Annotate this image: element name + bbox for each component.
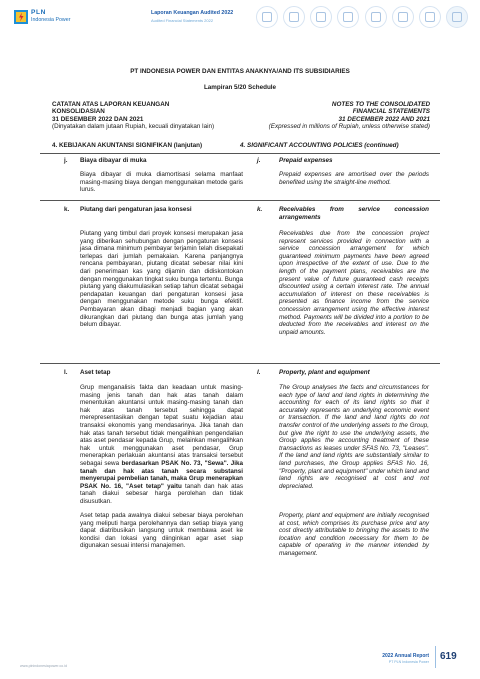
paragraph: Biaya dibayar di muka diamortisasi selama manfaat masing-masing biaya dengan menggunakan metode garis lurus. <box>80 171 243 194</box>
paragraph: Prepaid expenses are amortised over the periods benefited using the straight-line method. <box>279 171 429 186</box>
section-title: Biaya dibayar di muka <box>80 157 147 164</box>
paragraph <box>80 384 243 506</box>
section-nav <box>256 6 468 30</box>
left-head-line: 31 DESEMBER 2022 DAN 2021 <box>52 115 144 123</box>
right-head-line: 31 DECEMBER 2022 AND 2021 <box>338 115 430 123</box>
book-icon[interactable] <box>446 6 468 28</box>
home-icon[interactable] <box>256 6 278 28</box>
paragraph: The Group analyses the facts and circumstances for each type of land and land rights in determining the accounting for each of its land rights so that it accurately represents an underlying economic event or transaction. If the land and land rights do not transfer control of the underlying assets to the Group, but give the right to use the underlying assets, the Group applies the accounting treatment of these transactions as leases under SFAS No. 73, "Leases". If the land and land rights are substantially similar to land purchases, the Group applies SFAS No. 16, "Property, plant and equipment" under which land and land rights are recognised at cost and not depreciated. <box>279 384 429 490</box>
footer-report: 2022 Annual Report <box>382 653 429 659</box>
section-letter: k. <box>257 206 263 213</box>
footer-report-sub: PT PLN Indonesia Power <box>388 660 429 664</box>
section-letter: l. <box>257 369 261 376</box>
left-head-note: (Dinyatakan dalam jutaan Rupiah, kecuali dinyatakan lain) <box>52 123 215 131</box>
report-title: Laporan Keuangan Audited 2022 <box>151 10 234 16</box>
section-title: Prepaid expenses <box>279 157 333 164</box>
footer-url[interactable]: www.plnindonesiapower.co.id <box>20 664 67 668</box>
section-title: Property, plant and equipment <box>279 369 370 376</box>
company-title: PT INDONESIA POWER DAN ENTITAS ANAKNYA/AND ITS SUBSIDIARIES <box>130 68 350 75</box>
paragraph-part: tanah dan hak atas tanah diakui sebesar harga perolehan dan tidak disusutkan. <box>80 482 244 505</box>
page-header <box>0 0 480 40</box>
left-head-line: CATATAN ATAS LAPORAN KEUANGAN <box>52 101 170 108</box>
report-subtitle: Audited Financial Statements 2022 <box>151 18 214 23</box>
note-heading-left: 4. KEBIJAKAN AKUNTANSI SIGNIFIKAN (lanjutan) <box>52 142 203 149</box>
section-letter: j. <box>257 157 261 164</box>
section-letter: k. <box>64 206 70 213</box>
pln-logo-icon <box>14 10 28 24</box>
document-icon[interactable] <box>365 6 387 28</box>
divider <box>40 153 440 154</box>
section-title: Receivables from service concession arrangements <box>279 206 429 221</box>
chart-icon[interactable] <box>337 6 359 28</box>
section-letter: l. <box>64 369 68 376</box>
footer-divider <box>435 646 436 668</box>
globe-icon[interactable] <box>392 6 414 28</box>
gear-icon[interactable] <box>419 6 441 28</box>
left-head-line: KONSOLIDASIAN <box>52 108 105 116</box>
paragraph: Aset tetap pada awalnya diakui sebesar biaya perolehan yang meliputi harga perolehannya dan setiap biaya yang dapat diatribusikan langsung untuk membawa aset ke kondisi dan lokasi yang diinginkan agar aset siap digunakan sesuai intensi manajemen. <box>80 512 243 550</box>
paragraph: Receivables due from the concession project represent services provided in connection with a service concession arrangement for which guaranteed minimum payments have been agreed upon irrespective of the extent of use. Due to the length of the payment plans, receivables are the present value of future guaranteed cash receipts discounted using a certain interest rate. The annual accumulation of interest on these receivables is presented as finance income from the service concession arrangement using the effective interest method. Payments will be divided into a portion to be deducted from the receivables and interest on the unpaid amounts. <box>279 230 429 336</box>
schedule-label: Lampiran 5/20 Schedule <box>203 84 277 91</box>
paragraph-part-bold: berdasarkan PSAK No. 73, "Sewa". Jika tanah dan hak atas tanah secara substansi menyerupai pembelian tanah, maka Grup menerapkan PSAK No. 16, "Aset tetap" yaitu <box>80 459 244 490</box>
divider <box>40 200 440 201</box>
section-title: Aset tetap <box>80 369 111 376</box>
note-heading-right: 4. SIGNIFICANT ACCOUNTING POLICIES (continued) <box>240 142 399 149</box>
right-head-note: (Expressed in millions of Rupiah, unless otherwise stated) <box>268 123 430 131</box>
report-icon[interactable] <box>310 6 332 28</box>
section-title: Piutang dari pengaturan jasa konsesi <box>80 206 192 213</box>
paragraph: Piutang yang timbul dari proyek konsesi merupakan jasa yang diberikan sehubungan dengan pengaturan konsesi jasa dimana minimum pembayar terjamin telah disepakati terlepas dari jumlah pemakaian. Karena panjangnya rencana pembayaran, piutang dicatat sebesar nilai kini dari penerimaan kas yang dijamin dan didiskontokan dengan menggunakan tingkat suku bunga tertentu. Bunga piutang yang diakumulasikan setiap tahun dicatat sebagai pendapatan keuangan dari pengaturan konsesi jasa dengan menggunakan metode suku bunga efektif. Pembayaran akan dibagi menjadi bagian yang akan dikurangkan dari piutang dan bunga atas jumlah yang belum dibayar. <box>80 230 243 329</box>
brand-subtitle: Indonesia Power <box>31 17 71 23</box>
divider <box>40 363 440 364</box>
right-head-line: NOTES TO THE CONSOLIDATED <box>331 101 430 108</box>
left-statement-head <box>52 101 252 131</box>
paragraph: Property, plant and equipment are initially recognised at cost, which comprises its purchase price and any cost directly attributable to bringing the assets to the location and condition necessary for them to be capable of operating in the manner intended by management. <box>279 512 429 557</box>
section-letter: j. <box>64 157 68 164</box>
right-statement-head <box>232 101 430 131</box>
paragraph-part: Grup menganalisis fakta dan keadaan untuk masing-masing jenis tanah dan hak atas tanah dalam menentukan akuntansi untuk masing-masing tanah dan hak atas tanah tersebut sehingga dapat merepresentasikan dengan tepat suatu kejadian atau transaksi ekonomis yang mendasarinya. Jika tanah dan hak atas tanah tersebut tidak mengalihkan pengendalian atas aset pendasar kepada Grup, melainkan mengalihkan hak untuk menggunakan aset pendasar, Grup menerapkan perlakuan akuntansi atas transaksi tersebut sebagai sewa <box>80 384 243 467</box>
page-number: 619 <box>440 651 457 662</box>
right-head-line: FINANCIAL STATEMENTS <box>352 108 430 116</box>
brand-name: PLN <box>31 9 46 16</box>
profile-icon[interactable] <box>283 6 305 28</box>
